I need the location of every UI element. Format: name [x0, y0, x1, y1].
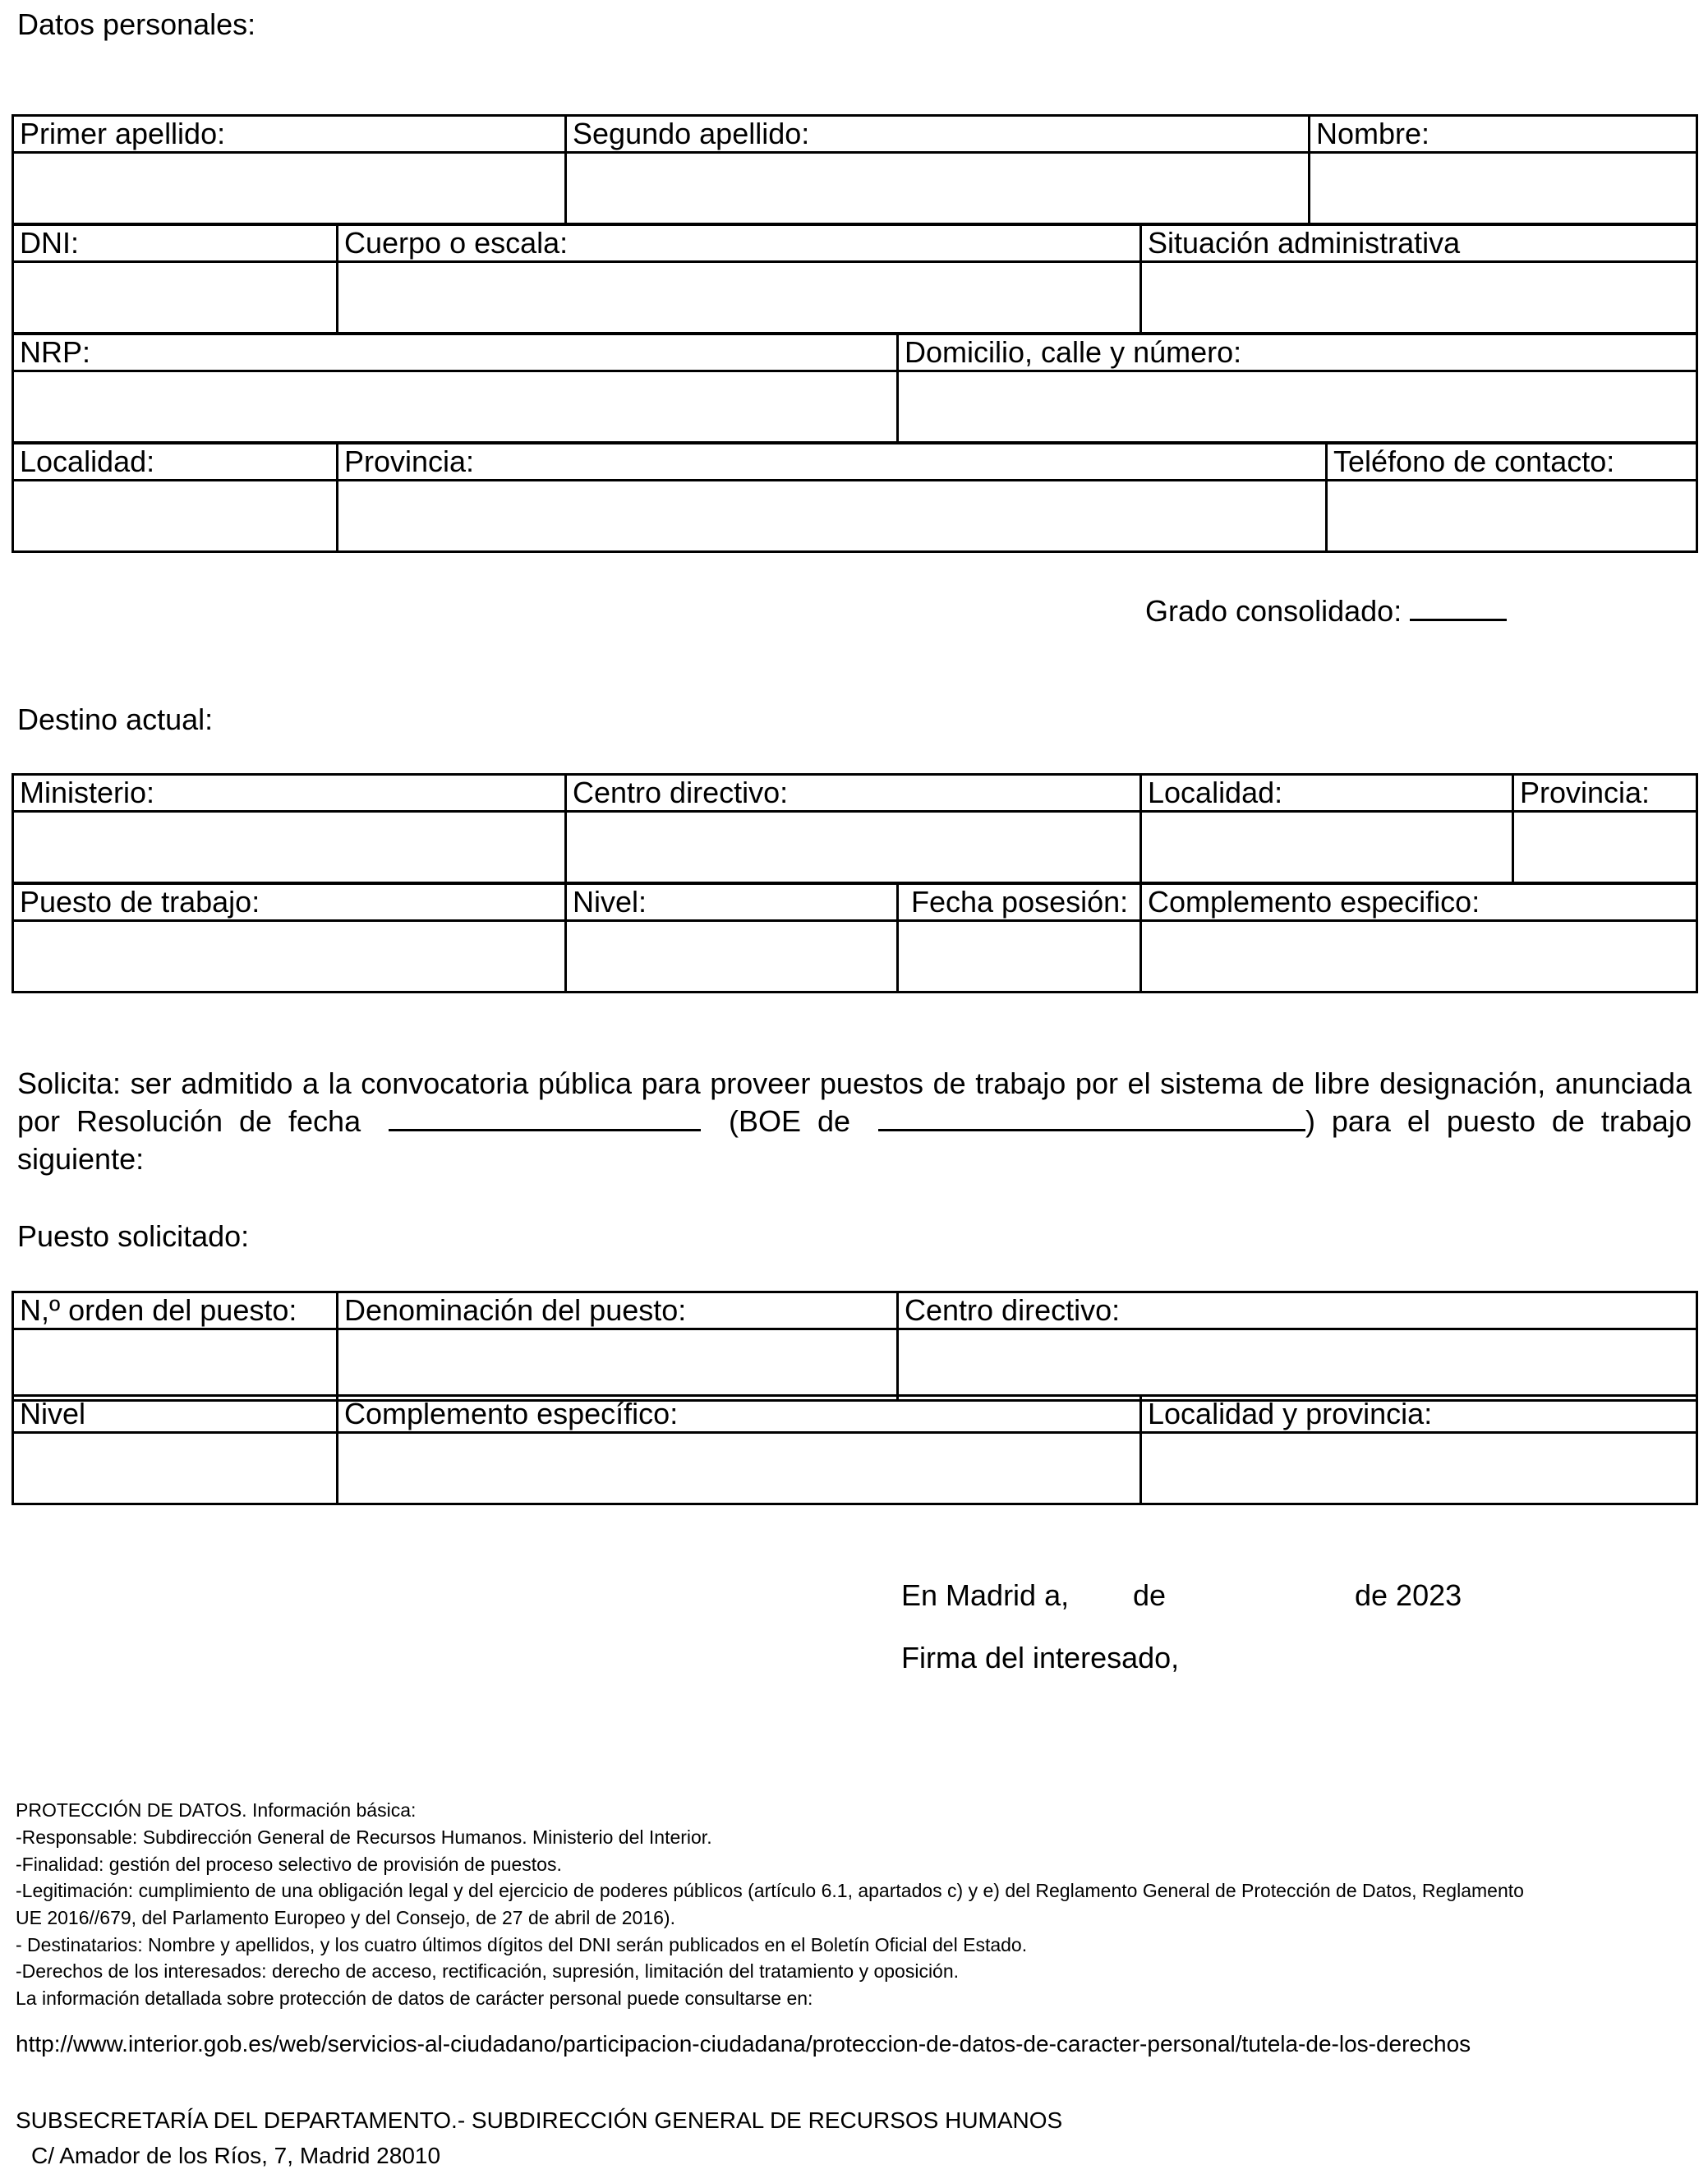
personal-data-table-3: [12, 333, 1698, 444]
field-nombre[interactable]: [1310, 153, 1697, 224]
field-primer-apellido[interactable]: [13, 153, 566, 224]
label-centro-directivo: Centro directivo:: [566, 775, 1141, 812]
grado-consolidado: [1145, 594, 1507, 626]
label-nrp: NRP:: [13, 334, 898, 371]
destino-table: [12, 773, 1698, 884]
label-segundo-apellido: Segundo apellido:: [566, 116, 1310, 153]
solicita-text-2: (BOE de: [729, 1104, 851, 1138]
field-nrp[interactable]: [13, 371, 898, 443]
field-denominacion[interactable]: [338, 1329, 898, 1401]
field-solicitado-nivel[interactable]: [13, 1433, 338, 1504]
label-fecha-posesion: Fecha posesión:: [898, 884, 1141, 921]
resolucion-fecha-blank[interactable]: [389, 1104, 701, 1131]
label-ministerio: Ministerio:: [13, 775, 566, 812]
field-fecha-posesion[interactable]: [898, 921, 1141, 993]
label-situacion: Situación administrativa: [1141, 225, 1697, 262]
section-title-datos-personales: Datos personales:: [17, 7, 256, 41]
label-domicilio: Domicilio, calle y número:: [898, 334, 1697, 371]
field-puesto-trabajo[interactable]: [13, 921, 566, 993]
proteccion-info: La información detallada sobre protección de datos de carácter personal puede consultarse en:: [16, 1987, 813, 2009]
field-segundo-apellido[interactable]: [566, 153, 1310, 224]
field-dni[interactable]: [13, 262, 338, 334]
label-puesto-trabajo: Puesto de trabajo:: [13, 884, 566, 921]
label-denominacion: Denominación del puesto:: [338, 1292, 898, 1329]
field-centro-directivo[interactable]: [566, 812, 1141, 883]
section-title-destino-actual: Destino actual:: [17, 702, 214, 736]
proteccion-finalidad: -Finalidad: gestión del proceso selectivo de provisión de puestos.: [16, 1854, 562, 1875]
destino-table-2: [12, 882, 1698, 993]
field-provincia[interactable]: [338, 481, 1327, 552]
field-situacion[interactable]: [1141, 262, 1697, 334]
proteccion-legitimacion-2: UE 2016//679, del Parlamento Europeo y del Consejo, de 27 de abril de 2016).: [16, 1907, 675, 1928]
field-ministerio[interactable]: [13, 812, 566, 883]
proteccion-title: PROTECCIÓN DE DATOS. Información básica:: [16, 1799, 417, 1821]
label-localidad-provincia: Localidad y provincia:: [1141, 1396, 1697, 1433]
personal-data-table-2: [12, 223, 1698, 334]
grado-label: Grado consolidado:: [1145, 594, 1402, 628]
section-title-puesto-solicitado: Puesto solicitado:: [17, 1219, 250, 1253]
label-orden-puesto: N,º orden del puesto:: [13, 1292, 338, 1329]
label-localidad: Localidad:: [13, 444, 338, 481]
proteccion-responsable: -Responsable: Subdirección General de Recursos Humanos. Ministerio del Interior.: [16, 1826, 712, 1848]
field-domicilio[interactable]: [898, 371, 1697, 443]
proteccion-derechos: -Derechos de los interesados: derecho de acceso, rectificación, supresión, limitación del tratamiento y oposición.: [16, 1960, 960, 1982]
field-solicitado-complemento[interactable]: [338, 1433, 1141, 1504]
field-cuerpo[interactable]: [338, 262, 1141, 334]
label-nivel: Nivel:: [566, 884, 898, 921]
solicita-text-1: Solicita: ser admitido a la convocatoria pública para proveer puestos de trabajo por el sistema de libre designación, anunciada por Resolución de fecha: [17, 1066, 1692, 1138]
label-primer-apellido: Primer apellido:: [13, 116, 566, 153]
solicita-text-3: ) para el puesto de trabajo siguiente:: [17, 1104, 1692, 1176]
proteccion-legitimacion-1: -Legitimación: cumplimiento de una obligación legal y del ejercicio de poderes públicos (artículo 6.1, apartados c) y e) del Reglamento General de Protección de Datos, Reglamento: [16, 1880, 1524, 1901]
proteccion-url-link[interactable]: http://www.interior.gob.es/web/servicios-al-ciudadano/participacion-ciudadana/proteccion-de-datos-de-caracter-personal/tutela-de-los-derechos: [16, 2031, 1471, 2057]
field-localidad-provincia[interactable]: [1141, 1433, 1697, 1504]
personal-data-table-4: [12, 442, 1698, 553]
label-destino-localidad: Localidad:: [1141, 775, 1513, 812]
grado-blank[interactable]: [1410, 594, 1507, 621]
label-dni: DNI:: [13, 225, 338, 262]
proteccion-destinatarios: - Destinatarios: Nombre y apellidos, y los cuatro últimos dígitos del DNI serán publicados en el Boletín Oficial del Estado.: [16, 1934, 1028, 1955]
solicitado-table-2: [12, 1394, 1698, 1505]
field-complemento[interactable]: [1141, 921, 1697, 993]
label-complemento: Complemento especifico:: [1141, 884, 1697, 921]
label-destino-provincia: Provincia:: [1513, 775, 1697, 812]
field-solicitado-centro[interactable]: [898, 1329, 1697, 1401]
date-de-1: de: [1133, 1578, 1167, 1612]
date-de-2023: de 2023: [1355, 1578, 1462, 1612]
solicita-paragraph: [17, 1065, 1692, 1178]
boe-fecha-blank[interactable]: [878, 1104, 1305, 1131]
field-telefono[interactable]: [1327, 481, 1697, 552]
label-cuerpo: Cuerpo o escala:: [338, 225, 1141, 262]
label-solicitado-nivel: Nivel: [13, 1396, 338, 1433]
footer-subsecretaria: SUBSECRETARÍA DEL DEPARTAMENTO.- SUBDIRECCIÓN GENERAL DE RECURSOS HUMANOS: [16, 2107, 1063, 2133]
field-destino-localidad[interactable]: [1141, 812, 1513, 883]
solicitado-table: [12, 1291, 1698, 1402]
label-provincia: Provincia:: [338, 444, 1327, 481]
label-nombre: Nombre:: [1310, 116, 1697, 153]
label-solicitado-centro: Centro directivo:: [898, 1292, 1697, 1329]
field-localidad[interactable]: [13, 481, 338, 552]
personal-data-table: [12, 114, 1698, 225]
field-destino-provincia[interactable]: [1513, 812, 1697, 883]
en-madrid-label: En Madrid a,: [901, 1578, 1070, 1612]
footer-direccion: C/ Amador de los Ríos, 7, Madrid 28010: [31, 2143, 441, 2168]
label-solicitado-complemento: Complemento específico:: [338, 1396, 1141, 1433]
field-nivel[interactable]: [566, 921, 898, 993]
label-telefono: Teléfono de contacto:: [1327, 444, 1697, 481]
field-orden-puesto[interactable]: [13, 1329, 338, 1401]
firma-label: Firma del interesado,: [901, 1641, 1180, 1674]
